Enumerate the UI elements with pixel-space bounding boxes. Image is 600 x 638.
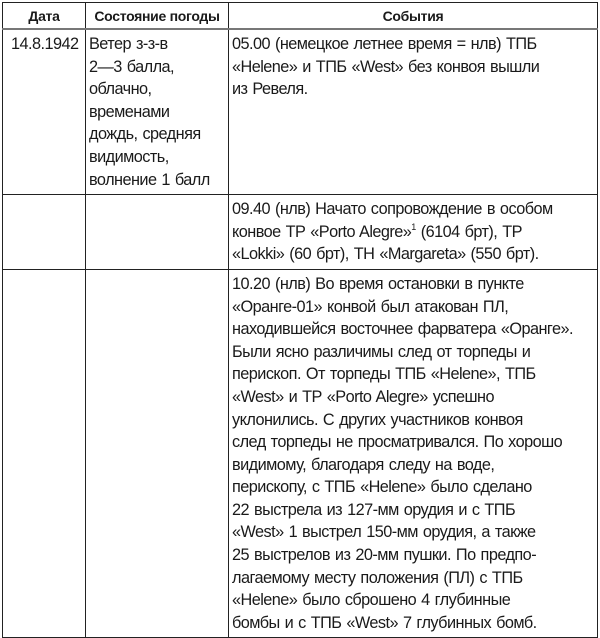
events-cell: [229, 195, 598, 270]
event-line: лагаемому месту положения (ПЛ) с ТПБ: [232, 568, 523, 587]
event-log-table: [2, 2, 598, 638]
events-cell: [229, 29, 598, 195]
events-cell: [229, 269, 598, 638]
event-line: из Ревеля.: [232, 80, 308, 99]
weather-cell: [86, 29, 229, 195]
event-text: конвое ТР «Porto Alegre»: [232, 222, 412, 241]
event-line: Были ясно различимы след от торпеды и: [232, 342, 531, 361]
date-cell: [3, 195, 86, 270]
weather-line: дождь, средняя: [89, 125, 201, 144]
header-date: Дата: [3, 3, 86, 30]
event-line: видимому, благодаря следу на воде,: [232, 455, 495, 474]
event-line: бомбы и с ТПБ «West» 7 глубинных бомб.: [232, 613, 537, 632]
weather-cell: [86, 195, 229, 270]
event-line: «Helene» и ТПБ «West» без конвоя вышли: [232, 57, 540, 76]
event-line: «West» 1 выстрел 150-мм орудия, а также: [232, 523, 536, 542]
event-line: уклонились. С других участников конвоя: [232, 410, 523, 429]
event-line: «Lokki» (60 брт), ТН «Margareta» (550 брт).: [232, 245, 539, 264]
footnote-marker[interactable]: 1: [411, 221, 416, 232]
table-row: [3, 195, 598, 270]
weather-cell: [86, 269, 229, 638]
date-cell: [3, 29, 86, 195]
weather-line: видимость,: [89, 147, 169, 166]
event-line: 09.40 (нлв) Начато сопровождение в особом: [232, 200, 553, 219]
table-row: [3, 269, 598, 638]
event-line: «Оранге-01» конвой был атакован ПЛ,: [232, 297, 509, 316]
weather-line: волнение 1 балл: [89, 170, 210, 189]
header-weather: Состояние погоды: [86, 3, 229, 30]
date-cell: [3, 269, 86, 638]
weather-line: временами: [89, 102, 170, 121]
event-line: перископ. От торпеды ТПБ «Helene», ТПБ: [232, 365, 536, 384]
event-text: (6104 брт), ТР: [415, 222, 522, 241]
event-line: 25 выстрелов из 20-мм пушки. По предпо-: [232, 546, 537, 565]
weather-line: 2—3 балла,: [89, 57, 174, 76]
event-line: след торпеды не просматривался. По хорошо: [232, 433, 563, 452]
header-row: [3, 3, 598, 30]
event-line: «Helene» было сброшено 4 глубинные: [232, 591, 511, 610]
event-line: перископу, с ТПБ «Helene» было сделано: [232, 478, 532, 497]
header-events: События: [229, 3, 598, 30]
table-row: [3, 29, 598, 195]
event-line: 05.00 (немецкое летнее время = нлв) ТПБ: [232, 35, 537, 53]
event-line: 22 выстрела из 127-мм орудия и с ТПБ: [232, 500, 516, 519]
weather-line: Ветер з-з-в: [89, 35, 168, 53]
event-line: 10.20 (нлв) Во время остановки в пункте: [232, 274, 524, 293]
date-value: 14.8.1942: [11, 35, 79, 53]
event-line: находившейся восточнее фарватера «Оранге».: [232, 320, 573, 339]
event-line: [232, 221, 594, 244]
weather-line: облачно,: [89, 80, 152, 99]
event-line: «West» и ТР «Porto Alegre» успешно: [232, 387, 494, 406]
